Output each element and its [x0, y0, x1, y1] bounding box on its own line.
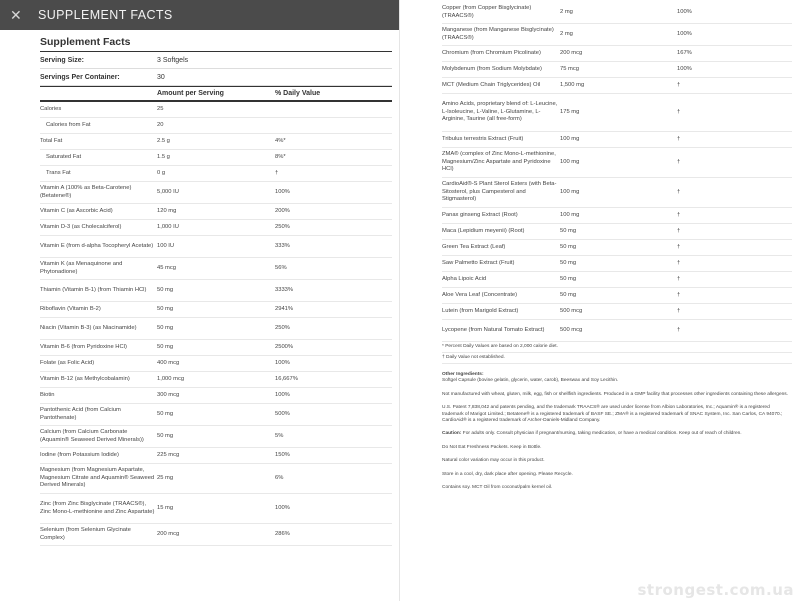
- daily-value: 5%: [275, 432, 284, 439]
- table-row: [442, 46, 792, 62]
- nutrient-name: Panax ginseng Extract (Root): [442, 211, 518, 218]
- daily-value: 167%: [677, 49, 692, 56]
- table-row: [40, 372, 392, 388]
- daily-value: 250%: [275, 324, 290, 331]
- amount-value: 20: [157, 121, 164, 128]
- table-row: [442, 208, 792, 224]
- amount-value: 1,500 mg: [560, 81, 585, 88]
- amount-value: 500 mcg: [560, 326, 583, 333]
- notes-section: [442, 372, 792, 491]
- nutrient-name: Selenium (from Selenium Glycinate Complex): [40, 526, 131, 541]
- table-row: [442, 304, 792, 320]
- daily-value: 8%*: [275, 153, 286, 160]
- daily-value: †: [677, 307, 681, 314]
- nutrient-name: Aloe Vera Leaf (Concentrate): [442, 291, 518, 298]
- table-row: [442, 24, 792, 46]
- storage-text: Store in a cool, dry, dark place after opening. Please Recycle.: [442, 471, 573, 477]
- nutrient-name: MCT (Medium Chain Triglycerides) Oil: [442, 81, 541, 88]
- amount-value: 50 mg: [157, 305, 174, 312]
- table-row: [40, 464, 392, 494]
- daily-value: †: [677, 326, 681, 333]
- daily-value: 56%: [275, 264, 287, 271]
- table-row: [40, 448, 392, 464]
- col-amount: Amount per Serving: [157, 90, 224, 97]
- amount-value: 100 IU: [157, 242, 175, 249]
- daily-value: 3333%: [275, 286, 294, 293]
- table-row: [442, 94, 792, 132]
- nutrient-name: Lutein (from Marigold Extract): [442, 307, 519, 314]
- table-row: [442, 272, 792, 288]
- amount-value: 50 mg: [157, 432, 174, 439]
- amount-value: 2 mg: [560, 30, 573, 37]
- nutrient-name: Molybdenum (from Sodium Molybdate): [442, 65, 542, 72]
- servings-value: 30: [157, 73, 165, 81]
- daily-value: 200%: [275, 207, 290, 214]
- table-header: [40, 86, 392, 102]
- table-row: [40, 302, 392, 318]
- panel-title: Supplement Facts: [40, 36, 392, 52]
- amount-value: 120 mg: [157, 207, 177, 214]
- table-row: [40, 280, 392, 302]
- nutrient-name: Amino Acids, proprietary blend of: L-Leucine, L-Isoleucine, L-Valine, L-Glutamine, L-Arginine, Taurine (all free-form): [442, 101, 558, 123]
- amount-value: 45 mcg: [157, 264, 177, 271]
- nutrient-name: Iodine (from Potassium Iodide): [40, 451, 119, 458]
- amount-value: 200 mcg: [560, 49, 583, 56]
- caution-text: For adults only. Consult physician if pregnant/nursing, taking medication, or have a medical condition. Keep out of reach of children.: [461, 431, 742, 437]
- color-text: Natural color variation may occur in this product.: [442, 458, 545, 464]
- serving-size-value: 3 Softgels: [157, 56, 189, 64]
- daily-value: 100%: [275, 359, 290, 366]
- nutrient-name: Vitamin K (as Menaquinone and Phytonadione): [40, 260, 123, 275]
- table-row: [442, 2, 792, 24]
- amount-value: 100 mg: [560, 135, 580, 142]
- amount-value: 1.5 g: [157, 153, 170, 160]
- table-row: [40, 182, 392, 204]
- daily-value: †: [677, 81, 681, 88]
- close-icon[interactable]: ✕: [10, 6, 22, 23]
- table-row: [40, 118, 392, 134]
- nutrient-name: Calcium (from Calcium Carbonate (Aquamin® Seaweed Derived Minerals)): [40, 428, 144, 443]
- nutrient-name: Vitamin E (from d-alpha Tocopheryl Acetate): [40, 242, 154, 249]
- right-table: [442, 2, 792, 342]
- amount-value: 100 mg: [560, 188, 580, 195]
- amount-value: 5,000 IU: [157, 188, 179, 195]
- amount-value: 2 mg: [560, 8, 573, 15]
- amount-value: 50 mg: [560, 291, 577, 298]
- daily-value: 100%: [275, 504, 290, 511]
- nutrient-name: Biotin: [40, 391, 55, 398]
- nutrient-name: Saw Palmetto Extract (Fruit): [442, 259, 515, 266]
- amount-value: 50 mg: [157, 286, 174, 293]
- table-row: [442, 256, 792, 272]
- amount-value: 25 mg: [157, 474, 174, 481]
- table-row: [40, 318, 392, 340]
- nutrient-name: Riboflavin (Vitamin B-2): [40, 305, 101, 312]
- amount-value: 500 mcg: [560, 307, 583, 314]
- nutrient-name: Total Fat: [40, 137, 63, 144]
- daily-value: †: [677, 259, 681, 266]
- nutrient-name: Tribulus terrestris Extract (Fruit): [442, 135, 524, 142]
- daily-value: †: [677, 108, 681, 115]
- nutrient-name: Niacin (Vitamin B-3) (as Niacinamide): [40, 324, 137, 331]
- nutrient-name: Calories: [40, 105, 62, 112]
- nutrient-name: Saturated Fat: [46, 153, 82, 160]
- dv-footnote: * Percent Daily Values are based on 2,000 calorie diet.: [442, 342, 792, 353]
- daily-value: 100%: [275, 391, 290, 398]
- table-row: [40, 404, 392, 426]
- amount-value: 50 mg: [560, 259, 577, 266]
- supplement-facts-panel: [0, 30, 400, 546]
- daily-value: †: [677, 158, 681, 165]
- table-row: [442, 178, 792, 208]
- table-row: [40, 220, 392, 236]
- allergen-text: Not manufactured with wheat, gluten, milk, egg, fish or shellfish ingredients. Produced in a GMP facility that processes other ingredients containing these allergens.: [442, 391, 789, 397]
- daily-value: 150%: [275, 451, 290, 458]
- dagger-footnote: † Daily Value not established.: [442, 353, 792, 364]
- table-row: [442, 320, 792, 342]
- topbar: [0, 0, 400, 30]
- nutrient-name: Vitamin A (100% as Beta-Carotene) (Betatene®): [40, 184, 132, 199]
- daily-value: 4%*: [275, 137, 286, 144]
- amount-value: 50 mg: [157, 410, 174, 417]
- amount-value: 50 mg: [157, 343, 174, 350]
- nutrient-name: Chromium (from Chromium Picolinate): [442, 49, 541, 56]
- amount-value: 1,000 IU: [157, 223, 179, 230]
- nutrient-name: ZMA® (complex of Zinc Mono-L-methionine, Magnesium/Zinc Aspartate and Pyridoxine HCl): [442, 151, 556, 173]
- table-row: [442, 78, 792, 94]
- table-row: [442, 288, 792, 304]
- amount-value: 400 mcg: [157, 359, 180, 366]
- amount-value: 50 mg: [560, 275, 577, 282]
- amount-value: 15 mg: [157, 504, 174, 511]
- nutrient-name: Copper (from Copper Bisglycinate) (TRAACS®): [442, 4, 532, 19]
- table-row: [40, 356, 392, 372]
- table-row: [40, 388, 392, 404]
- amount-value: 2.5 g: [157, 137, 170, 144]
- right-panel: [400, 0, 800, 601]
- daily-value: 333%: [275, 242, 290, 249]
- nutrient-name: CardioAid®-S Plant Sterol Esters (with Beta-Sitosterol, plus Campesterol and Stigmasterol): [442, 181, 557, 203]
- daily-value: †: [677, 135, 681, 142]
- nutrient-name: Calories from Fat: [46, 121, 91, 128]
- table-row: [442, 148, 792, 178]
- nutrient-name: Green Tea Extract (Leaf): [442, 243, 506, 250]
- contains-text: Contains soy. MCT Oil from coconut/palm kernel oil.: [442, 485, 553, 491]
- amount-value: 25: [157, 105, 164, 112]
- table-row: [40, 236, 392, 258]
- amount-value: 50 mg: [560, 243, 577, 250]
- nutrient-name: Vitamin B-6 (from Pyridoxine HCl): [40, 343, 127, 350]
- nutrient-name: Manganese (from Manganese Bisglycinate) (TRAACS®): [442, 26, 554, 41]
- table-row: [442, 132, 792, 148]
- nutrient-name: Trans Fat: [46, 169, 71, 176]
- daily-value: †: [677, 275, 681, 282]
- daily-value: 100%: [677, 65, 692, 72]
- amount-value: 300 mcg: [157, 391, 180, 398]
- nutrient-name: Zinc (from Zinc Bisglycinate (TRAACS®), Zinc Mono-L-methionine and Zinc Aspartate): [40, 500, 155, 515]
- daily-value: 6%: [275, 474, 284, 481]
- daily-value: †: [677, 243, 681, 250]
- serving-size-row: [40, 52, 392, 69]
- daily-value: 250%: [275, 223, 290, 230]
- daily-value: †: [275, 169, 279, 176]
- topbar-title: SUPPLEMENT FACTS: [38, 8, 173, 22]
- nutrient-name: Thiamin (Vitamin B-1) (from Thiamin HCl): [40, 286, 147, 293]
- daily-value: †: [677, 291, 681, 298]
- watermark: strongest.com.ua: [637, 581, 794, 599]
- amount-value: 75 mcg: [560, 65, 580, 72]
- serving-size-label: Serving Size:: [40, 56, 84, 64]
- nutrient-name: Vitamin C (as Ascorbic Acid): [40, 207, 113, 214]
- daily-value: 100%: [677, 30, 692, 37]
- table-row: [442, 224, 792, 240]
- daily-value: 286%: [275, 530, 290, 537]
- table-row: [40, 134, 392, 150]
- servings-label: Servings Per Container:: [40, 73, 120, 81]
- table-row: [442, 62, 792, 78]
- servings-row: [40, 69, 392, 86]
- caution-label: Caution:: [442, 431, 462, 437]
- right-content: [400, 0, 800, 491]
- nutrient-name: Alpha Lipoic Acid: [442, 275, 487, 282]
- amount-value: 0 g: [157, 169, 166, 176]
- daily-value: 100%: [677, 8, 692, 15]
- table-row: [40, 340, 392, 356]
- table-row: [40, 102, 392, 118]
- table-row: [442, 240, 792, 256]
- daily-value: 100%: [275, 188, 290, 195]
- amount-value: 100 mg: [560, 158, 580, 165]
- col-dv: % Daily Value: [275, 90, 321, 97]
- daily-value: 2941%: [275, 305, 294, 312]
- nutrient-name: Magnesium (from Magnesium Aspartate, Magnesium Citrate and Aquamin® Seaweed Derived Minerals): [40, 467, 155, 489]
- ingredients-text: Softgel Capsule (bovine gelatin, glycerin, water, carob), Beeswax and Soy Lecithin.: [442, 378, 619, 384]
- amount-value: 100 mg: [560, 211, 580, 218]
- freshness-text: Do Not Eat Freshness Packets. Keep in Bottle.: [442, 444, 542, 450]
- nutrient-name: Vitamin D-3 (as Cholecalciferol): [40, 223, 122, 230]
- amount-value: 225 mcg: [157, 451, 180, 458]
- table-row: [40, 150, 392, 166]
- nutrient-name: Maca (Lepidium meyenii) (Root): [442, 227, 525, 234]
- table-row: [40, 524, 392, 546]
- daily-value: 500%: [275, 410, 290, 417]
- nutrient-name: Folate (as Folic Acid): [40, 359, 95, 366]
- daily-value: 16,667%: [275, 375, 298, 382]
- daily-value: †: [677, 211, 681, 218]
- left-table: [40, 102, 392, 546]
- nutrient-name: Pantothenic Acid (from Calcium Pantothenate): [40, 406, 121, 421]
- nutrient-name: Lycopene (from Natural Tomato Extract): [442, 326, 545, 333]
- patent-text: U.S. Patent 7,838,042 and patents pending, and the trademark TRAACS® are used under license from Albion Laboratories, Inc.; Aquamin® is a registered trademark of Marigot Limited.; Betatene® is a registered trademark of BASF SE.; ZMA® is a registered trademark of SNAC System, Inc. San Carlos, CA 94070.; CardioAid® is a registered trademark of Archer-Daniels-Midland Company.: [442, 405, 783, 424]
- amount-value: 50 mg: [560, 227, 577, 234]
- amount-value: 200 mcg: [157, 530, 180, 537]
- daily-value: †: [677, 188, 681, 195]
- table-row: [40, 204, 392, 220]
- table-row: [40, 494, 392, 524]
- amount-value: 1,000 mcg: [157, 375, 185, 382]
- amount-value: 50 mg: [157, 324, 174, 331]
- table-row: [40, 166, 392, 182]
- amount-value: 175 mg: [560, 108, 580, 115]
- table-row: [40, 426, 392, 448]
- nutrient-name: Vitamin B-12 (as Methylcobalamin): [40, 375, 130, 382]
- ingredients-heading: Other Ingredients:: [442, 372, 484, 377]
- daily-value: 2500%: [275, 343, 294, 350]
- daily-value: †: [677, 227, 681, 234]
- table-row: [40, 258, 392, 280]
